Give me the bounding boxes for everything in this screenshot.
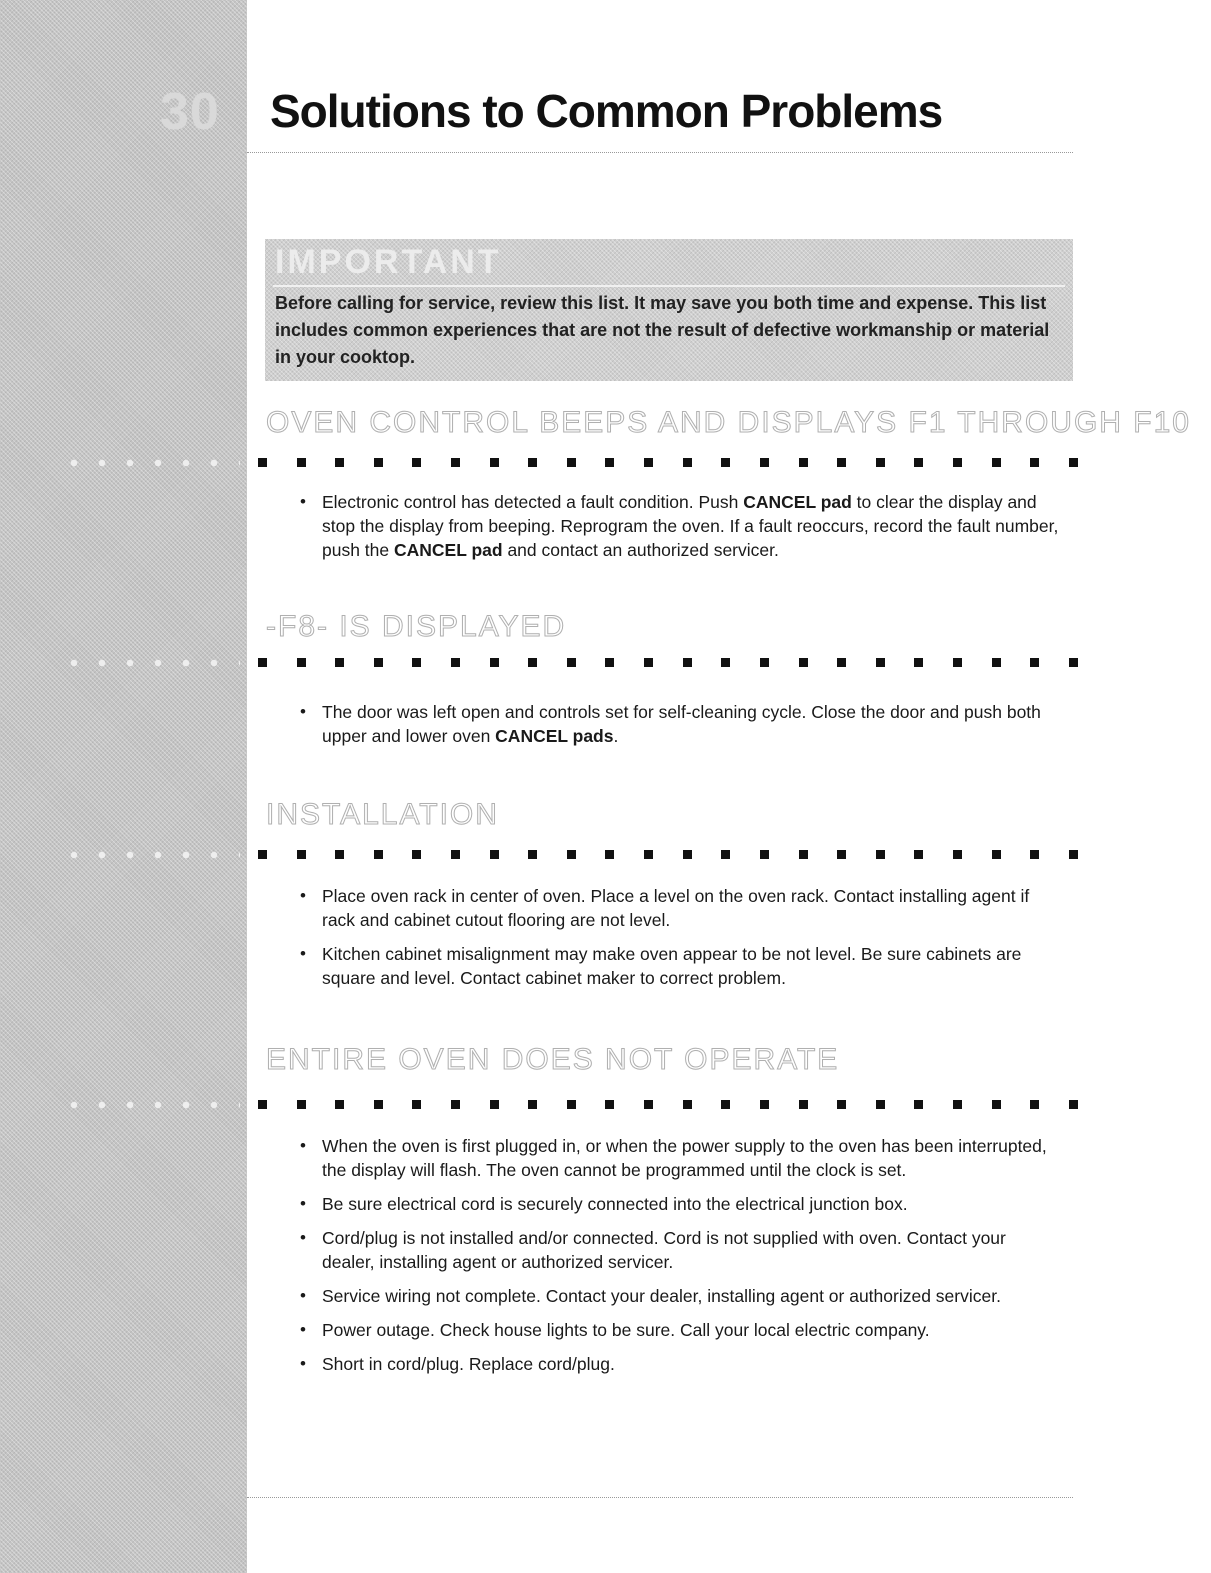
bold-term: CANCEL pad bbox=[394, 540, 503, 560]
divider-square bbox=[721, 850, 730, 859]
divider-square bbox=[412, 1100, 421, 1109]
important-divider bbox=[273, 285, 1065, 287]
divider-square bbox=[837, 850, 846, 859]
divider-square bbox=[799, 458, 808, 467]
list-item bbox=[300, 700, 1060, 748]
divider-square bbox=[528, 458, 537, 467]
divider-square bbox=[528, 658, 537, 667]
item-text: Service wiring not complete. Contact your dealer, installing agent or authorized servicer. bbox=[322, 1286, 1001, 1306]
section-list bbox=[300, 490, 1060, 572]
item-text: Kitchen cabinet misalignment may make oven appear to be not level. Be sure cabinets are square and level. Contact cabinet maker to correct problem. bbox=[322, 944, 1022, 988]
divider-square bbox=[760, 850, 769, 859]
divider-square bbox=[1030, 658, 1039, 667]
divider-square bbox=[490, 850, 499, 859]
divider-square bbox=[721, 658, 730, 667]
sidebar-dots bbox=[60, 458, 240, 468]
divider-square bbox=[953, 458, 962, 467]
list-item bbox=[300, 1352, 1060, 1376]
divider-square bbox=[567, 658, 576, 667]
divider-square bbox=[721, 458, 730, 467]
divider-square bbox=[451, 458, 460, 467]
divider-square bbox=[644, 458, 653, 467]
divider-square bbox=[258, 850, 267, 859]
divider-square bbox=[258, 458, 267, 467]
divider-square bbox=[297, 658, 306, 667]
divider-square bbox=[528, 1100, 537, 1109]
divider-square bbox=[605, 458, 614, 467]
divider-square bbox=[490, 458, 499, 467]
divider-square bbox=[914, 850, 923, 859]
divider-square bbox=[567, 1100, 576, 1109]
item-text: to clear the display and stop the display from beeping. Reprogram the oven. If a fault reoccurs, record the fault number, push the bbox=[322, 492, 1059, 560]
list-item bbox=[300, 1226, 1060, 1274]
list-item bbox=[300, 1318, 1060, 1342]
sidebar-dots bbox=[60, 1100, 240, 1110]
divider-square bbox=[335, 1100, 344, 1109]
item-text: and contact an authorized servicer. bbox=[502, 540, 779, 560]
divider-square bbox=[374, 658, 383, 667]
divider-square bbox=[799, 658, 808, 667]
item-text: Electronic control has detected a fault condition. Push bbox=[322, 492, 744, 512]
divider-square bbox=[1030, 458, 1039, 467]
item-text: Power outage. Check house lights to be sure. Call your local electric company. bbox=[322, 1320, 930, 1340]
section-heading: -F8- IS DISPLAYED bbox=[266, 610, 567, 643]
divider-square bbox=[1069, 658, 1078, 667]
divider-square bbox=[992, 458, 1001, 467]
sidebar-band bbox=[0, 0, 247, 1573]
divider-square bbox=[953, 1100, 962, 1109]
divider-square bbox=[683, 658, 692, 667]
divider-square bbox=[451, 850, 460, 859]
divider-square bbox=[876, 658, 885, 667]
divider-square bbox=[683, 850, 692, 859]
divider-square bbox=[1030, 1100, 1039, 1109]
divider-square bbox=[374, 1100, 383, 1109]
divider-square bbox=[1069, 850, 1078, 859]
divider-square bbox=[528, 850, 537, 859]
section-divider bbox=[258, 1100, 1078, 1109]
list-item bbox=[300, 942, 1060, 990]
divider-square bbox=[992, 850, 1001, 859]
divider-square bbox=[683, 1100, 692, 1109]
page-number: 30 bbox=[160, 83, 220, 141]
section-heading: INSTALLATION bbox=[266, 798, 499, 831]
divider-square bbox=[953, 850, 962, 859]
divider-square bbox=[297, 1100, 306, 1109]
divider-square bbox=[644, 658, 653, 667]
divider-square bbox=[374, 458, 383, 467]
divider-square bbox=[605, 850, 614, 859]
divider-square bbox=[799, 850, 808, 859]
divider-square bbox=[760, 1100, 769, 1109]
divider-square bbox=[837, 458, 846, 467]
divider-square bbox=[490, 658, 499, 667]
divider-square bbox=[721, 1100, 730, 1109]
bold-term: CANCEL pad bbox=[743, 492, 852, 512]
important-heading: IMPORTANT bbox=[275, 243, 502, 281]
divider-square bbox=[876, 850, 885, 859]
sidebar-dots bbox=[60, 658, 240, 668]
divider-square bbox=[412, 850, 421, 859]
divider-square bbox=[760, 658, 769, 667]
divider-square bbox=[799, 1100, 808, 1109]
list-item bbox=[300, 490, 1060, 562]
divider-square bbox=[760, 458, 769, 467]
important-text: Before calling for service, review this list. It may save you both time and expense. This list includes common experiences that are not the result of defective workmanship or material in your cooktop. bbox=[275, 293, 1050, 367]
list-item bbox=[300, 1284, 1060, 1308]
section-divider bbox=[258, 458, 1078, 467]
divider-square bbox=[451, 658, 460, 667]
divider-square bbox=[490, 1100, 499, 1109]
section-heading: ENTIRE OVEN DOES NOT OPERATE bbox=[266, 1043, 840, 1076]
divider-square bbox=[412, 458, 421, 467]
divider-square bbox=[297, 850, 306, 859]
item-text: When the oven is first plugged in, or when the power supply to the oven has been interrupted, the display will flash. The oven cannot be programmed until the clock is set. bbox=[322, 1136, 1047, 1180]
divider-square bbox=[567, 458, 576, 467]
divider-square bbox=[258, 658, 267, 667]
divider-square bbox=[335, 850, 344, 859]
item-text: The door was left open and controls set for self-cleaning cycle. Close the door and push both upper and lower oven bbox=[322, 702, 1041, 746]
list-item bbox=[300, 1192, 1060, 1216]
bold-term: CANCEL pads bbox=[495, 726, 614, 746]
divider-square bbox=[644, 1100, 653, 1109]
section-list bbox=[300, 700, 1060, 758]
item-text: Be sure electrical cord is securely connected into the electrical junction box. bbox=[322, 1194, 908, 1214]
divider-square bbox=[605, 1100, 614, 1109]
list-item bbox=[300, 1134, 1060, 1182]
item-text: Cord/plug is not installed and/or connected. Cord is not supplied with oven. Contact your dealer, installing agent or authorized servicer. bbox=[322, 1228, 1006, 1272]
divider-square bbox=[335, 458, 344, 467]
item-text: Short in cord/plug. Replace cord/plug. bbox=[322, 1354, 615, 1374]
title-divider bbox=[247, 152, 1073, 153]
divider-square bbox=[837, 1100, 846, 1109]
bottom-divider bbox=[247, 1497, 1073, 1498]
divider-square bbox=[992, 658, 1001, 667]
divider-square bbox=[992, 1100, 1001, 1109]
divider-square bbox=[297, 458, 306, 467]
divider-square bbox=[876, 1100, 885, 1109]
divider-square bbox=[1069, 458, 1078, 467]
item-text: . bbox=[613, 726, 619, 746]
section-list bbox=[300, 1134, 1060, 1386]
important-notice bbox=[265, 239, 1073, 381]
section-heading: OVEN CONTROL BEEPS AND DISPLAYS F1 THROUGH F10 bbox=[266, 406, 1191, 439]
item-text: Place oven rack in center of oven. Place a level on the oven rack. Contact installing agent if rack and cabinet cutout flooring are not level. bbox=[322, 886, 1030, 930]
divider-square bbox=[953, 658, 962, 667]
section-divider bbox=[258, 850, 1078, 859]
divider-square bbox=[374, 850, 383, 859]
divider-square bbox=[683, 458, 692, 467]
divider-square bbox=[1069, 1100, 1078, 1109]
divider-square bbox=[914, 658, 923, 667]
list-item bbox=[300, 884, 1060, 932]
divider-square bbox=[258, 1100, 267, 1109]
divider-square bbox=[451, 1100, 460, 1109]
divider-square bbox=[1030, 850, 1039, 859]
section-divider bbox=[258, 658, 1078, 667]
sidebar-dots bbox=[60, 850, 240, 860]
section-list bbox=[300, 884, 1060, 1000]
divider-square bbox=[412, 658, 421, 667]
divider-square bbox=[567, 850, 576, 859]
divider-square bbox=[644, 850, 653, 859]
divider-square bbox=[914, 1100, 923, 1109]
page-title: Solutions to Common Problems bbox=[270, 85, 943, 137]
divider-square bbox=[837, 658, 846, 667]
divider-square bbox=[605, 658, 614, 667]
divider-square bbox=[876, 458, 885, 467]
divider-square bbox=[914, 458, 923, 467]
divider-square bbox=[335, 658, 344, 667]
